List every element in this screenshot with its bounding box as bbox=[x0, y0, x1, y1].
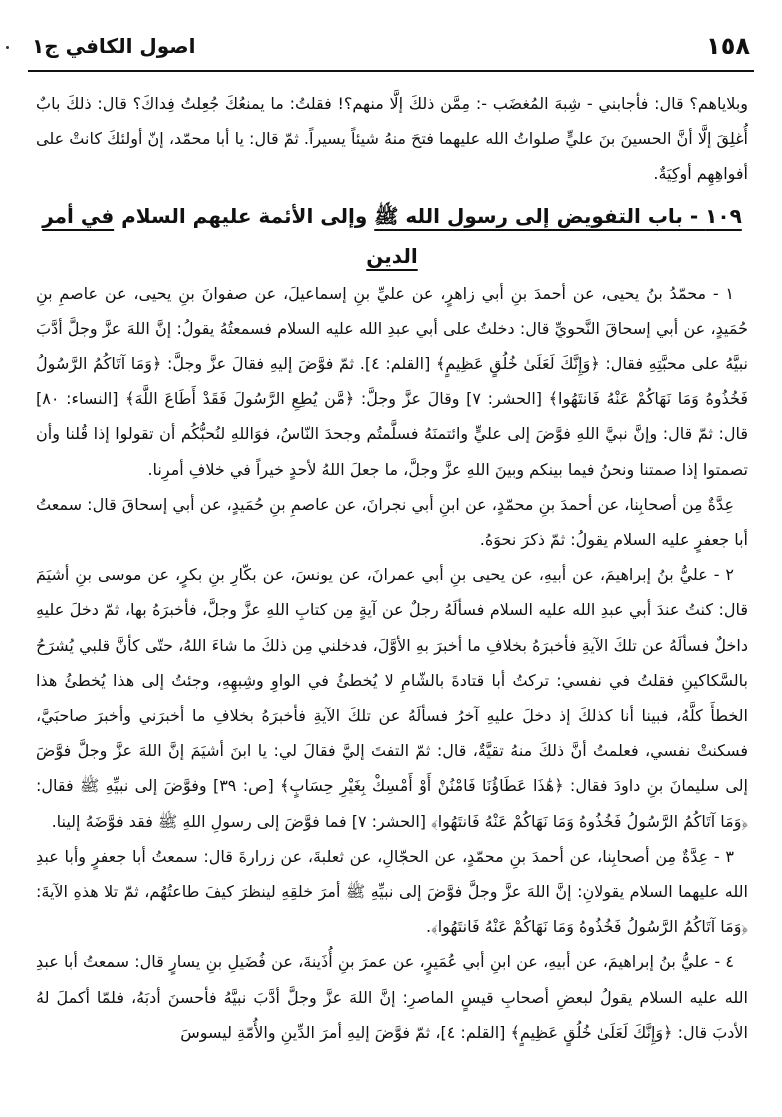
chapter-heading-part-3: في أمر الدين bbox=[42, 203, 418, 268]
chapter-heading bbox=[36, 196, 748, 276]
chapter-heading-part-1: ١٠٩ - باب التفويض إلى رسول الله ﷺ bbox=[374, 203, 742, 228]
margin-mark bbox=[6, 46, 9, 49]
chapter-heading-part-2: وإلى الأئمة عليهم السلام bbox=[114, 203, 375, 228]
page-number: ١٥٨ bbox=[706, 32, 750, 60]
paragraph-continuation: وبلاياهم؟ قال: فأجابني - شِبهَ المُغضَب -: مِمَّن ذلكَ إلَّا منهم؟! فقلتُ: ما يمنعُكَ جُعِلتُ فِداكَ؟ قال: ذلكَ بابٌ أُغلِقَ إلَّا أنَّ الحسينَ بنَ عليٍّ صلواتُ الله عليهما فتحَ منهُ شيئاً يسيراً. ثمّ قال: يا أبا محمّد، إنّ أولئكَ كانتْ على أفواهِهِم أوكِيَةٌ. bbox=[36, 94, 748, 184]
hadith-2: ٢ - عليُّ بنُ إبراهيمَ، عن أبيهِ، عن يحيى بنِ أبي عمرانَ، عن يونسَ، عن بكّارِ بنِ بكرٍ، عن موسى بنِ أشيَمَ قال: كنتُ عندَ أبي عبدِ الله عليه السلام فسألَهُ رجلٌ عن آيةٍ مِن كتابِ اللهِ عزَّ وجلَّ، فأخبرَهُ بها، ثمّ دخلَ عليهِ داخلٌ فسألَهُ عن تلكَ الآيةِ فأخبرَهُ بخلافِ ما أخبرَ بهِ الأوَّلَ، فدخلني مِن ذلكَ ما شاءَ اللهُ، حتّى كأنَّ قلبي يُشرَحُ بالسَّكاكينِ فقلتُ في نفسي: تركتُ أبا قتادةَ بالشّامِ لا يُخطئُ في الواوِ وشِبهِهِ، وجئتُ إلى هذا يُخطئُ هذا الخطأَ كلَّهُ، فبينا أنا كذلكَ إذ دخلَ عليهِ آخرُ فسألَهُ عن تلكَ الآيةِ فأخبرَهُ بخلافِ ما أخبرَني وأخبرَ صاحبَيَّ، فسكنتْ نفسي، فعلمتُ أنَّ ذلكَ منهُ تقيَّةٌ، قال: ثمّ التفتَ إليَّ فقالَ لي: يا ابنَ أشيَمَ إنَّ اللهَ عزَّ وجلَّ فوَّضَ إلى سليمانَ بنِ داودَ فقال: ﴿هَٰذَا عَطَاؤُنَا فَامْنُنْ أَوْ أَمْسِكْ بِغَيْرِ حِسَابٍ﴾ [ص: ٣٩] وفوَّضَ إلى نبيِّهِ ﷺ فقال: ﴿وَمَا آتَاكُمُ الرَّسُولُ فَخُذُوهُ وَمَا نَهَاكُمْ عَنْهُ فَانتَهُوا﴾ [الحشر: ٧] فما فوَّضَ إلى رسولِ اللهِ ﷺ فقد فوَّضَهُ إلينا. bbox=[36, 565, 748, 831]
header-rule bbox=[28, 70, 754, 72]
hadith-4: ٤ - عليُّ بنُ إبراهيمَ، عن أبيهِ، عن ابنِ أبي عُمَيرٍ، عن عمرَ بنِ أُذَينةَ، عن فُضَيلِ بنِ يسارٍ قال: سمعتُ أبا عبدِ الله عليه السلام يقولُ لبعضِ أصحابِ قيسٍ الماصرِ: إنَّ اللهَ عزَّ وجلَّ أدَّبَ نبيَّهُ فأحسنَ أدبَهُ، فلمّا أكملَ لهُ الأدبَ قال: ﴿وَإِنَّكَ لَعَلَىٰ خُلُقٍ عَظِيمٍ﴾ [القلم: ٤]، ثمّ فوَّضَ إليهِ أمرَ الدِّينِ والأُمّةِ ليسوسَ bbox=[36, 952, 748, 1042]
hadith-1-alt-chain: عِدَّةٌ مِن أصحابِنا، عن أحمدَ بنِ محمّدٍ، عن ابنِ أبي نجرانَ، عن عاصمِ بنِ حُمَيدٍ، عن أبي إسحاقَ قال: سمعتُ أبا جعفرٍ عليه السلام يقولُ: ثمّ ذكرَ نحوَهُ. bbox=[36, 494, 748, 550]
page-header bbox=[28, 28, 754, 68]
hadith-1: ١ - محمّدُ بنُ يحيى، عن أحمدَ بنِ أبي زاهرٍ، عن عليِّ بنِ إسماعيلَ، عن صفوانَ بنِ يحيى، عن عاصمِ بنِ حُمَيدٍ، عن أبي إسحاقَ النَّحويِّ قال: دخلتُ على أبي عبدِ الله عليه السلام فسمعتُهُ يقولُ: إنَّ اللهَ عزَّ وجلَّ أدَّبَ نبيَّهُ على محبَّتِهِ فقال: ﴿وَإِنَّكَ لَعَلَىٰ خُلُقٍ عَظِيمٍ﴾ [القلم: ٤]. ثمّ فوَّضَ إليهِ فقالَ عزَّ وجلَّ: ﴿وَمَا آتَاكُمُ الرَّسُولُ فَخُذُوهُ وَمَا نَهَاكُمْ عَنْهُ فَانتَهُوا﴾ [الحشر: ٧] وقالَ عزَّ وجلَّ: ﴿مَّن يُطِعِ الرَّسُولَ فَقَدْ أَطَاعَ اللَّهَ﴾ [النساء: ٨٠] قال: ثمّ قال: وإنَّ نبيَّ اللهِ فوَّضَ إلى عليٍّ وائتمنَهُ فسلَّمتُم وجحدَ النّاسُ، فوَاللهِ لنُحبُّكُم أن تقولوا إذا قُلنا وأن تصمتوا إذا صمتنا ونحنُ فيما بينكم وبينَ اللهِ عزَّ وجلَّ، ما جعلَ اللهُ لأحدٍ خيراً في خلافِ أمرِنا. bbox=[36, 283, 748, 479]
page-body bbox=[36, 86, 748, 1050]
book-title: اصول الكافي ج١ bbox=[32, 34, 196, 58]
hadith-3: ٣ - عِدَّةٌ مِن أصحابِنا، عن أحمدَ بنِ محمّدٍ، عن الحجّالِ، عن ثعلبةَ، عن زرارةَ قال: سمعتُ أبا جعفرٍ وأبا عبدِ الله عليهما السلام يقولانِ: إنَّ اللهَ عزَّ وجلَّ فوَّضَ إلى نبيِّهِ ﷺ أمرَ خلقِهِ لينظرَ كيفَ طاعتُهُم، ثمّ تلا هذهِ الآيةَ: ﴿وَمَا آتَاكُمُ الرَّسُولُ فَخُذُوهُ وَمَا نَهَاكُمْ عَنْهُ فَانتَهُوا﴾. bbox=[36, 846, 748, 937]
